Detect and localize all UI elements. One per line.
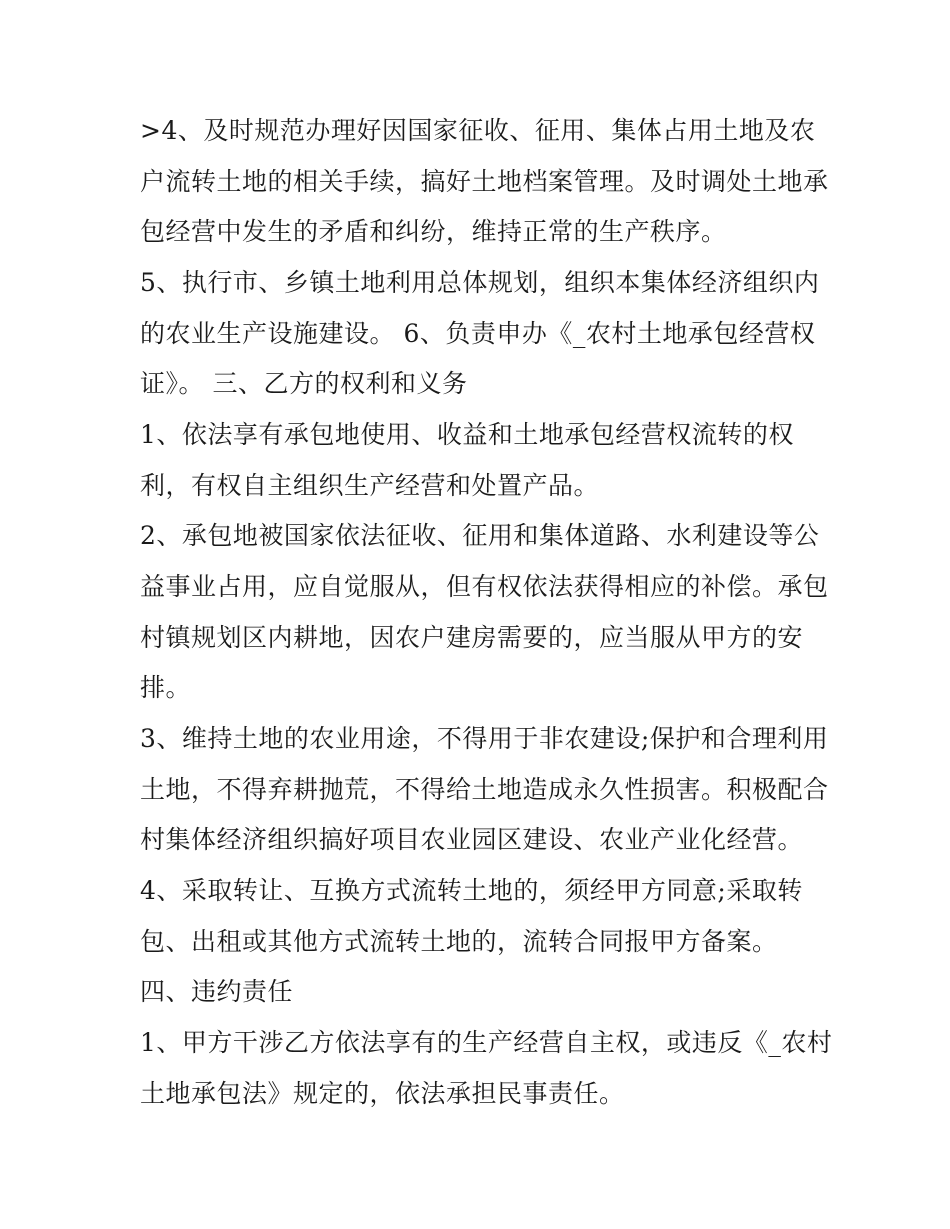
text-line: 户流转土地的相关手续，搞好土地档案管理。及时调处土地承 xyxy=(140,167,829,196)
text-line: 排。 xyxy=(140,673,192,702)
text-line: 4、采取转让、互换方式流转土地的，须经甲方同意;采取转 xyxy=(140,876,803,905)
text-line: 包、出租或其他方式流转土地的，流转合同报甲方备案。 xyxy=(140,927,778,956)
text-line: 5、执行市、乡镇土地利用总体规划，组织本集体经济组织内 xyxy=(140,268,820,297)
text-line: 益事业占用，应自觉服从，但有权依法获得相应的补偿。承包 xyxy=(140,572,829,601)
text-line: 村集体经济组织搞好项目农业园区建设、农业产业化经营。 xyxy=(140,825,804,854)
text-line: 的农业生产设施建设。 6、负责申办《_农村土地承包经营权 xyxy=(140,319,816,348)
text-line: 3、维持土地的农业用途，不得用于非农建设;保护和合理利用 xyxy=(140,724,829,753)
text-line: 利，有权自主组织生产经营和处置产品。 xyxy=(140,471,600,500)
text-line: 证》。 三、乙方的权利和义务 xyxy=(140,369,468,398)
text-line: 包经营中发生的矛盾和纠纷，维持正常的生产秩序。 xyxy=(140,217,727,246)
text-line: 土地承包法》规定的，依法承担民事责任。 xyxy=(140,1079,625,1108)
text-line: 土地，不得弃耕抛荒，不得给土地造成永久性损害。积极配合 xyxy=(140,775,829,804)
text-line: 1、甲方干涉乙方依法享有的生产经营自主权，或违反《_农村 xyxy=(140,1028,833,1057)
text-line: 1、依法享有承包地使用、收益和土地承包经营权流转的权 xyxy=(140,420,794,449)
text-line: 四、违约责任 xyxy=(140,977,294,1006)
text-line: 2、承包地被国家依法征收、征用和集体道路、水利建设等公 xyxy=(140,521,820,550)
text-line: >4、及时规范办理好因国家征收、征用、集体占用土地及农 xyxy=(140,116,816,145)
text-line: 村镇规划区内耕地，因农户建房需要的，应当服从甲方的安 xyxy=(140,623,804,652)
